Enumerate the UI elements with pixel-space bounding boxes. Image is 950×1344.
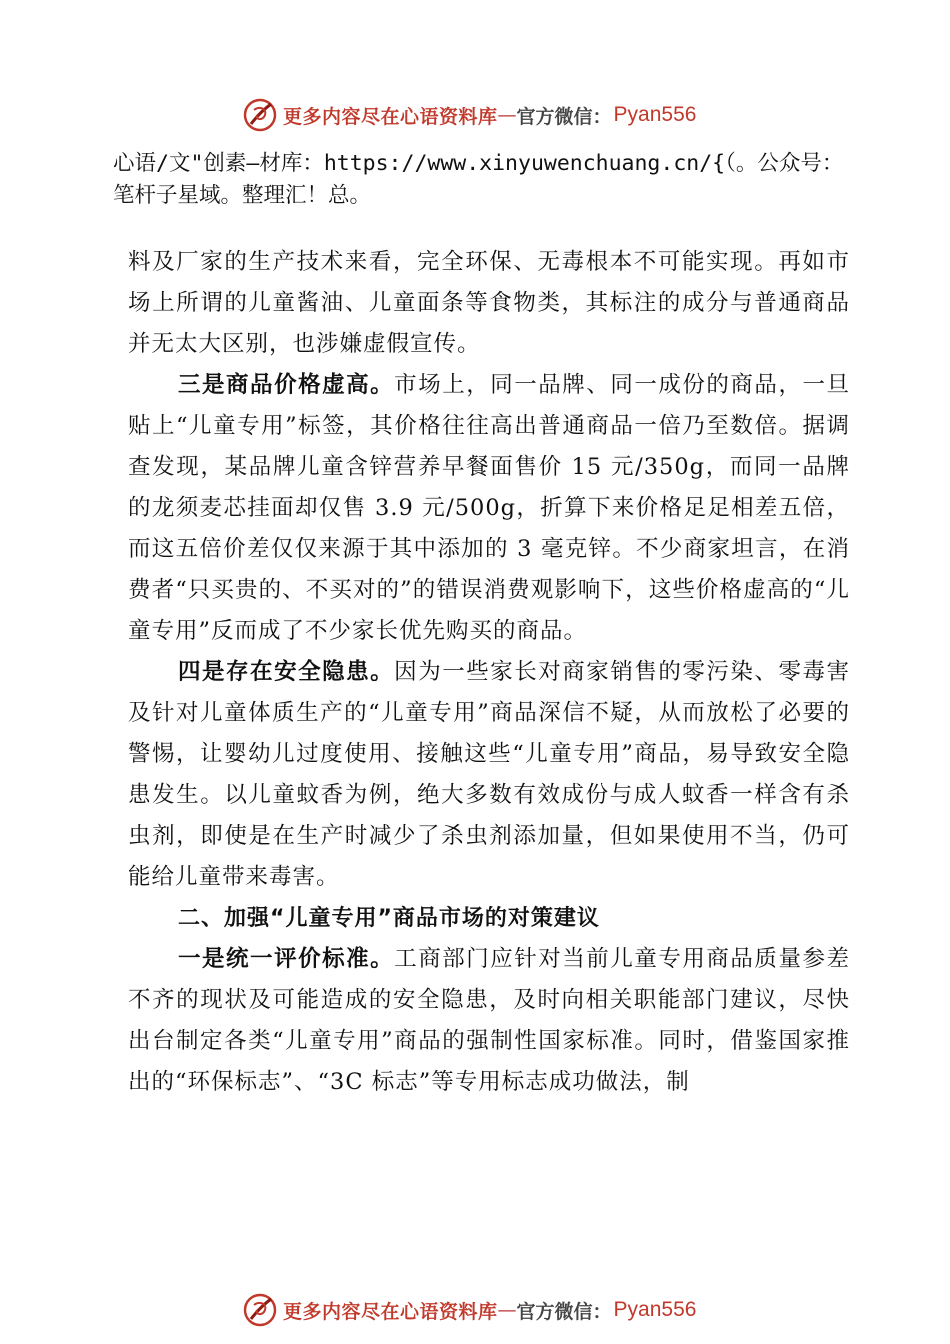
banner-promo-text: 更多内容尽在心语资料库 bbox=[283, 105, 498, 128]
banner-wechat-id: Pyan556 bbox=[613, 1298, 697, 1321]
paragraph-lead: 三是商品价格虚高。 bbox=[178, 372, 395, 398]
footer-banner bbox=[0, 1290, 950, 1330]
quill-swirl-logo-icon bbox=[243, 98, 277, 132]
source-note: 心语/文"创素—材库：https://www.xinyuwenchuang.cn/{（。公众号：笔杆子星域。整理汇！总。 bbox=[113, 151, 844, 208]
paragraph-lead: 一是统一评价标准。 bbox=[178, 946, 395, 972]
section-heading: 二、加强“儿童专用”商品市场的对策建议 bbox=[178, 906, 600, 931]
paragraph-lead: 四是存在安全隐患。 bbox=[178, 659, 395, 685]
header-banner bbox=[0, 95, 950, 135]
paragraph-continued bbox=[128, 242, 850, 365]
paragraph-standard bbox=[128, 939, 850, 1103]
paragraph-text: 市场上，同一品牌、同一成份的商品，一旦贴上“儿童专用”标签，其价格往往高出普通商品一倍乃至数倍。据调查发现，某品牌儿童含锌营养早餐面售价 15 元/350g，而同一品牌的龙须麦芯挂面却仅售 3.9 元/500g，折算下来价格足足相差五倍，而这五倍价差仅仅来源于其中添加的 3 毫克锌。不少商家坦言，在消费者“只买贵的、不买对的”的错误消费观影响下，这些价格虚高的“儿童专用”反而成了不少家长优先购买的商品。 bbox=[128, 372, 850, 644]
banner-wechat-label: 官方微信： bbox=[516, 1300, 612, 1323]
document-body bbox=[128, 242, 850, 1103]
paragraph-safety bbox=[128, 652, 850, 898]
banner-separator: — bbox=[497, 104, 517, 126]
paragraph-text: 料及厂家的生产技术来看，完全环保、无毒根本不可能实现。再如市场上所谓的儿童酱油、儿童面条等食物类，其标注的成分与普通商品并无太大区别，也涉嫌虚假宣传。 bbox=[128, 249, 850, 357]
banner-promo-text: 更多内容尽在心语资料库 bbox=[283, 1300, 498, 1323]
paragraph-price bbox=[128, 365, 850, 652]
banner-wechat-id: Pyan556 bbox=[613, 103, 697, 126]
paragraph-text: 工商部门应针对当前儿童专用商品质量参差不齐的现状及可能造成的安全隐患，及时向相关职能部门建议，尽快出台制定各类“儿童专用”商品的强制性国家标准。同时，借鉴国家推出的“环保标志”、“3C 标志”等专用标志成功做法，制 bbox=[128, 946, 850, 1095]
quill-swirl-logo-icon bbox=[243, 1293, 277, 1327]
banner-separator: — bbox=[497, 1299, 517, 1321]
paragraph-text: 因为一些家长对商家销售的零污染、零毒害及针对儿童体质生产的“儿童专用”商品深信不疑，从而放松了必要的警惕，让婴幼儿过度使用、接触这些“儿童专用”商品，易导致安全隐患发生。以儿童蚊香为例，绝大多数有效成份与成人蚊香一样含有杀虫剂，即使是在生产时减少了杀虫剂添加量，但如果使用不当，仍可能给儿童带来毒害。 bbox=[128, 659, 850, 890]
banner-wechat-label: 官方微信： bbox=[516, 105, 612, 128]
